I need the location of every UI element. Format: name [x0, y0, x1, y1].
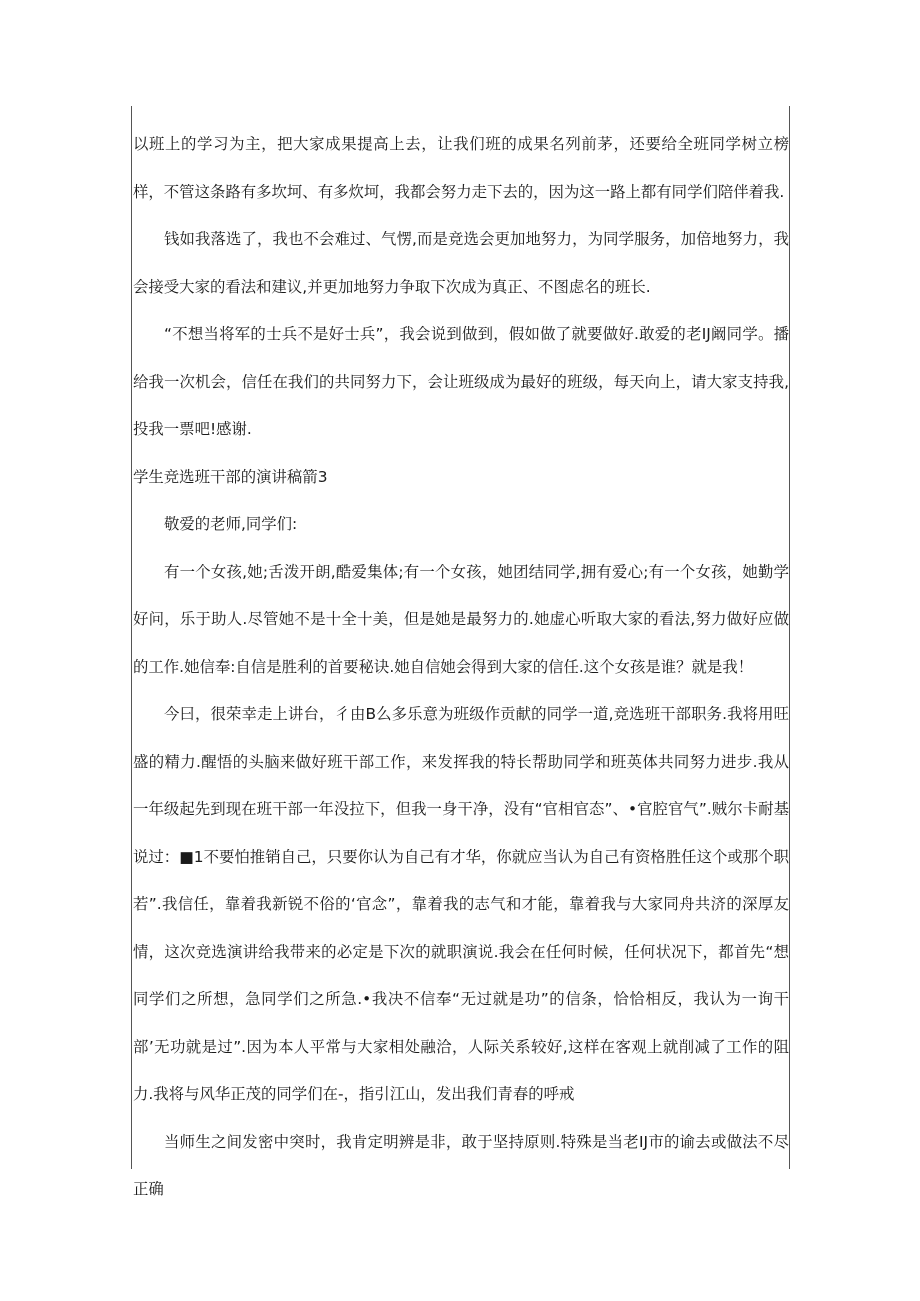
salutation: 敬爱的老师,同学们:	[164, 515, 298, 533]
section-heading: 学生竞选班干部的演讲稿箭3	[133, 467, 328, 486]
paragraph: 钱如我落选了，我也不会难过、气愣,而是竞选会更加地努力，为同学服务，加倍地努力，我会接受大家的看法和建议,并更加地努力争取下次成为真正、不图虑名的班长.	[133, 230, 789, 296]
paragraph: 当师生之间发密中突时，我肯定明辨是非，敢于坚持原则.特殊是当老IJ市的谕去或做法不尽正确	[133, 1132, 789, 1198]
document-body	[133, 121, 789, 1214]
paragraph: 有一个女孩,她;舌泼开朗,酷爱集体;有一个女孩，她团结同学,拥有爱心;有一个女孩，她勤学好问，乐于助人.尽管她不是十全十美，但是她是最努力的.她虚心听取大家的看法,努力做好应做的工作.她信奉:自信是胜利的首要秘诀.她自信她会得到大家的信任.这个女孩是谁？就是我！	[133, 562, 789, 676]
paragraph: “不想当将军的士兵不是好士兵”，我会说到做到，假如做了就要做好.敢爱的老IJ阚同学。播给我一次机会，信任在我们的共同努力下，会让班级成为最好的班级，每天向上，请大家支持我,投我一票吧!感谢.	[133, 325, 789, 438]
page-right-border	[789, 106, 790, 1169]
paragraph: 今曰，很荣幸走上讲台，彳由B么多乐意为班级作贡献的同学一道,竞选班干部职务.我将用旺盛的精力.醒悟的头脑来做好班干部工作，来发挥我的特长帮助同学和班英体共同努力进步.我从一年级起先到现在班干部一年没拉下，但我一身干净，没有“官相官态”、•官腔官气”.贼尔卡耐基说过：■1不要怕推销自己，只要你认为自己有才华，你就应当认为自己有资格胜任这个或那个职若”.我信任，靠着我新锐不俗的‘官念”，靠着我的志气和才能，靠着我与大家同舟共济的深厚友情，这次竞选演讲给我带来的必定是下次的就职演说.我会在任何时候，任何状况下，都首先“想同学们之所想，急同学们之所急.•我决不信奉“无过就是功”的信条，恰恰相反，我认为一询干部’无功就是过”.因为本人平常与大家相处融洽，人际关系较好,这样在客观上就削减了工作的阻力.我将与风华正茂的同学们在-，指引江山，发出我们青春的呼戒	[133, 705, 789, 1103]
paragraph-continued: 以班上的学习为主，把大家成果提高上去，让我们班的成果名列前茅，还要给全班同学树立榜样，不管这条路有多坎坷、有多炊坷，我都会努力走下去的，因为这一路上都有同学们陪伴着我.	[133, 135, 789, 201]
page-left-border	[131, 106, 132, 1169]
